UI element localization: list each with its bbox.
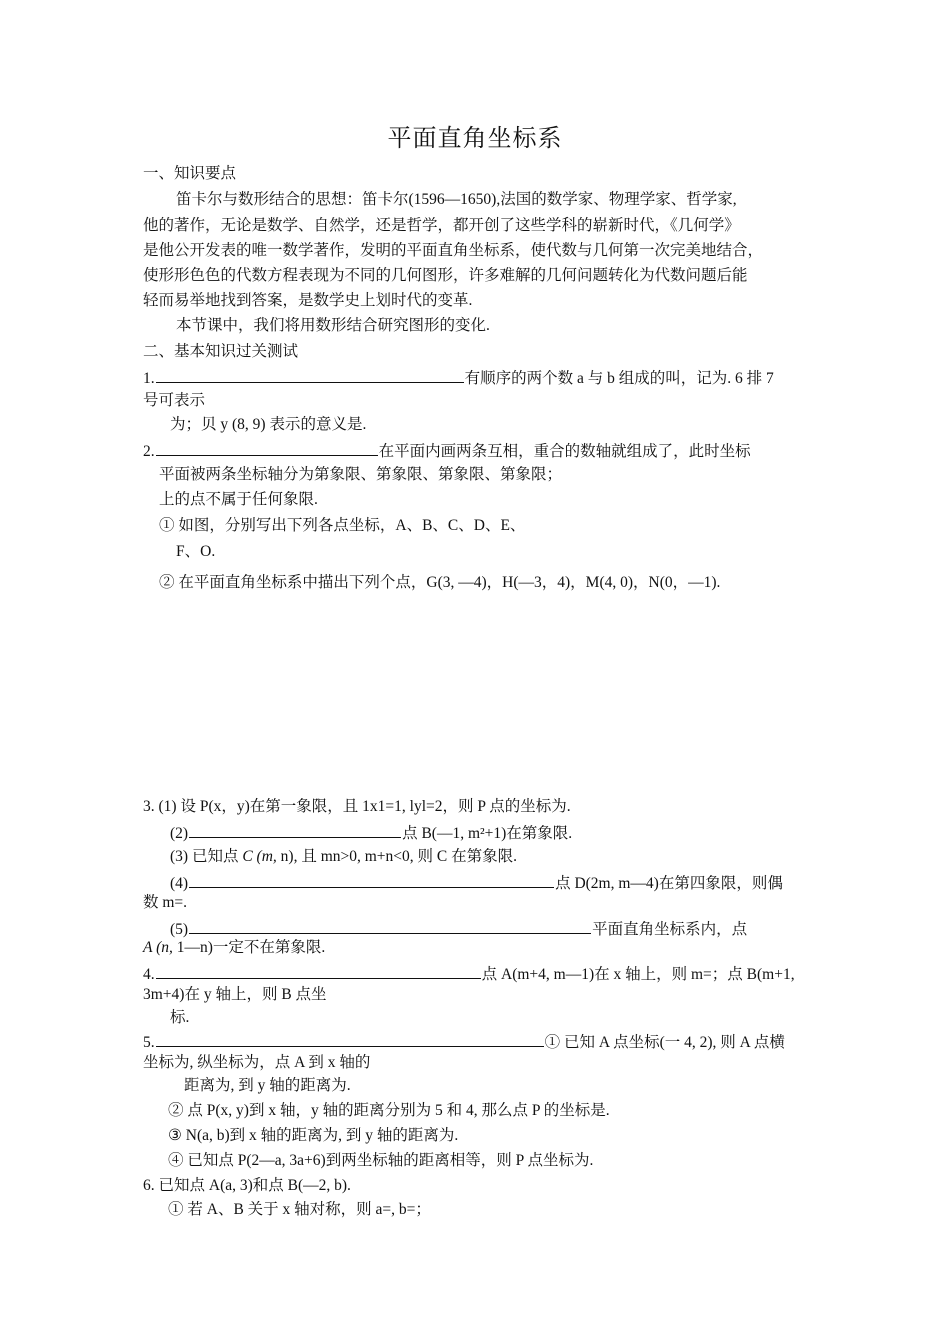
question-text: 在平面内画两条互相，重合的数轴就组成了，此时坐标	[378, 443, 751, 460]
section-heading-2: 二、基本知识过关测试	[143, 343, 299, 360]
question-3-part-2	[170, 822, 572, 844]
question-3-part-5-line-2	[143, 938, 325, 958]
drawing-area[interactable]	[143, 605, 803, 785]
question-text: 有顺序的两个数 a 与 b 组成的叫，记为. 6 排 7	[464, 370, 774, 387]
question-5-line-3: 距离为, 到 y 轴的距离为.	[184, 1077, 351, 1094]
intro-line-2: 他的著作，无论是数学、自然学，还是哲学，都开创了这些学科的崭新时代，《几何学》	[143, 217, 740, 234]
question-text: ① 已知 A 点坐标(一 4, 2), 则 A 点横	[544, 1034, 785, 1051]
intro-line-3: 是他公开发表的唯一数学著作，发明的平面直角坐标系，使代数与几何第一次完美地结合，	[143, 242, 764, 259]
part-label: (3) 已知点	[170, 848, 243, 865]
question-4-line-3: 标.	[170, 1009, 190, 1026]
question-number: 4.	[143, 966, 155, 983]
part-label: (4)	[170, 875, 189, 892]
answer-blank[interactable]	[156, 1031, 544, 1047]
answer-blank[interactable]	[156, 367, 464, 383]
question-3-part-1: 3. (1) 设 P(x，y)在第一象限，且 1x1=1, lyl=2，则 P 点的坐标为.	[143, 798, 571, 815]
question-3-part-4-line-2: 数 m=.	[143, 894, 188, 911]
question-2-sub-1: ① 如图，分别写出下列各点坐标，A、B、C、D、E、	[159, 517, 526, 534]
question-4-line-2: 3m+4)在 y 轴上，则 B 点坐	[143, 986, 327, 1003]
question-5-sub-2: ② 点 P(x, y)到 x 轴，y 轴的距离分别为 5 和 4, 那么点 P 的坐标是.	[168, 1102, 610, 1119]
part-text: 点 D(2m, m—4)在第四象限，则偶	[555, 875, 783, 892]
question-5-line-2: 坐标为, 纵坐标为，点 A 到 x 轴的	[143, 1054, 371, 1071]
question-number: 1.	[143, 370, 155, 387]
answer-blank[interactable]	[189, 872, 554, 888]
question-number: 5.	[143, 1034, 155, 1051]
question-2-sub-2: ② 在平面直角坐标系中描出下列个点，G(3, —4)，H(—3，4)，M(4, 0)，N(0，—1).	[159, 574, 721, 591]
question-1-line-2: 号可表示	[143, 392, 206, 409]
question-5	[143, 1031, 785, 1053]
point-label: A (n,	[143, 939, 173, 956]
question-6: 6. 已知点 A(a, 3)和点 B(—2, b).	[143, 1177, 351, 1194]
part-label: (5)	[170, 921, 189, 938]
question-text: 点 A(m+4, m—1)在 x 轴上，则 m=；点 B(m+1,	[481, 966, 795, 983]
part-text: 1—n)一定不在第象限.	[172, 939, 326, 956]
page-title: 平面直角坐标系	[387, 126, 563, 152]
section-heading-1: 一、知识要点	[143, 165, 237, 182]
question-1-line-3: 为；贝 y (8, 9) 表示的意义是.	[170, 416, 367, 433]
question-4	[143, 963, 795, 985]
intro-line-1: 笛卡尔与数形结合的思想：笛卡尔(1596—1650),法国的数学家、物理学家、哲学家,	[176, 191, 737, 208]
intro-line-5: 轻而易举地找到答案，是数学史上划时代的变革.	[143, 292, 473, 309]
part-label: (2)	[170, 825, 189, 842]
question-2-line-3: 上的点不属于任何象限.	[159, 491, 318, 508]
answer-blank[interactable]	[156, 963, 481, 979]
answer-blank[interactable]	[189, 918, 591, 934]
question-2-line-2: 平面被两条坐标轴分为第象限、第象限、第象限、第象限；	[159, 466, 563, 483]
question-3-part-4	[170, 872, 783, 894]
question-2-sub-1b: F、O.	[176, 543, 216, 560]
part-text: n), 且 mn>0, m+n<0, 则 C 在第象限.	[276, 848, 517, 865]
part-text: 平面直角坐标系内，点	[592, 921, 748, 938]
point-label: C (m,	[242, 848, 277, 865]
question-5-sub-4: ④ 已知点 P(2—a, 3a+6)到两坐标轴的距离相等，则 P 点坐标为.	[168, 1152, 594, 1169]
question-3-part-3	[170, 847, 517, 867]
answer-blank[interactable]	[189, 822, 401, 838]
part-text: 点 B(—1, m²+1)在第象限.	[402, 825, 573, 842]
question-3-part-5	[170, 918, 747, 940]
question-number: 2.	[143, 443, 155, 460]
intro-para-2: 本节课中，我们将用数形结合研究图形的变化.	[176, 317, 490, 334]
question-6-sub-1: ① 若 A、B 关于 x 轴对称，则 a=, b=；	[168, 1201, 431, 1218]
question-2	[143, 440, 751, 462]
question-5-sub-3: ③ N(a, b)到 x 轴的距离为, 到 y 轴的距离为.	[168, 1127, 459, 1144]
intro-line-4: 使形形色色的代数方程表现为不同的几何图形，许多难解的几何问题转化为代数问题后能	[143, 267, 748, 284]
question-1	[143, 367, 774, 389]
answer-blank[interactable]	[156, 440, 378, 456]
